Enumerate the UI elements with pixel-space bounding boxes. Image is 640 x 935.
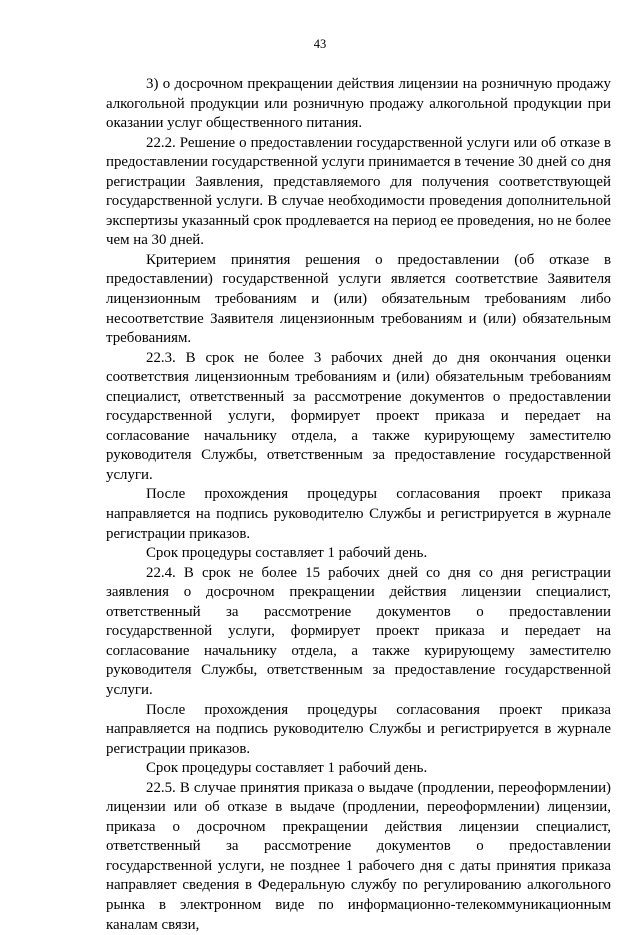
- page-number: 43: [313, 37, 327, 51]
- paragraph-22-5: 22.5. В случае принятия приказа о выдаче (продлении, переоформлении) лицензии или об отказе в выдаче (продлении, переоформлении) лицензии, приказа о досрочном прекращении действия лицензии специалист, ответственный за рассмотрение документов о предоставлении государственной услуги, не позднее 1 рабочего дня с даты принятия приказа направляет сведения в Федеральную службу по регулированию алкогольного рынка в электронном виде по информационно-телекоммуникационным каналам связи,: [106, 779, 611, 933]
- paragraph-procedure-term-1: Срок процедуры составляет 1 рабочий день.: [146, 545, 428, 562]
- paragraph-procedure-term-2: Срок процедуры составляет 1 рабочий день.: [146, 760, 428, 777]
- paragraph-approval-procedure-2: После прохождения процедуры согласования проект приказа направляется на подпись руководителю Службы и регистрируется в журнале регистрации приказов.: [106, 701, 611, 757]
- paragraph-22-2: 22.2. Решение о предоставлении государственной услуги или об отказе в предоставлении государственной услуги принимается в течение 30 дней со дня регистрации Заявления, представляемого для получения соответствующей государственной услуги. В случае необходимости проведения дополнительной экспертизы указанный срок продлевается на период ее проведения, но не более чем на 30 дней.: [106, 134, 611, 249]
- paragraph-22-4: 22.4. В срок не более 15 рабочих дней со дня со дня регистрации заявления о досрочном прекращении действия лицензии специалист, ответственный за рассмотрение документов о предоставлении государственной услуги, формирует проект приказа и передает на согласование начальнику отдела, а также курирующему заместителю руководителя Службы, ответственным за предоставление государственной услуги.: [106, 564, 611, 698]
- paragraph-approval-procedure-1: После прохождения процедуры согласования проект приказа направляется на подпись руководителю Службы и регистрируется в журнале регистрации приказов.: [106, 486, 611, 542]
- document-body: [106, 75, 611, 935]
- paragraph-termination-item-3: 3) о досрочном прекращении действия лицензии на розничную продажу алкогольной продукции или розничную продажу алкогольной продукции при оказании услуг общественного питания.: [106, 76, 611, 132]
- paragraph-decision-criterion: Критерием принятия решения о предоставлении (об отказе в предоставлении) государственной услуги является соответствие Заявителя лицензионным требованиям и (или) обязательным требованиям либо несоответствие Заявителя лицензионным требованиям и (или) обязательным требованиям.: [106, 251, 611, 347]
- paragraph-22-3: 22.3. В срок не более 3 рабочих дней до дня окончания оценки соответствия лицензионным требованиям и (или) обязательным требованиям специалист, ответственный за рассмотрение документов о предоставлении государственной услуги, формирует проект приказа и передает на согласование начальнику отдела, а также курирующему заместителю руководителя Службы, ответственным за предоставление государственной услуги.: [106, 349, 611, 483]
